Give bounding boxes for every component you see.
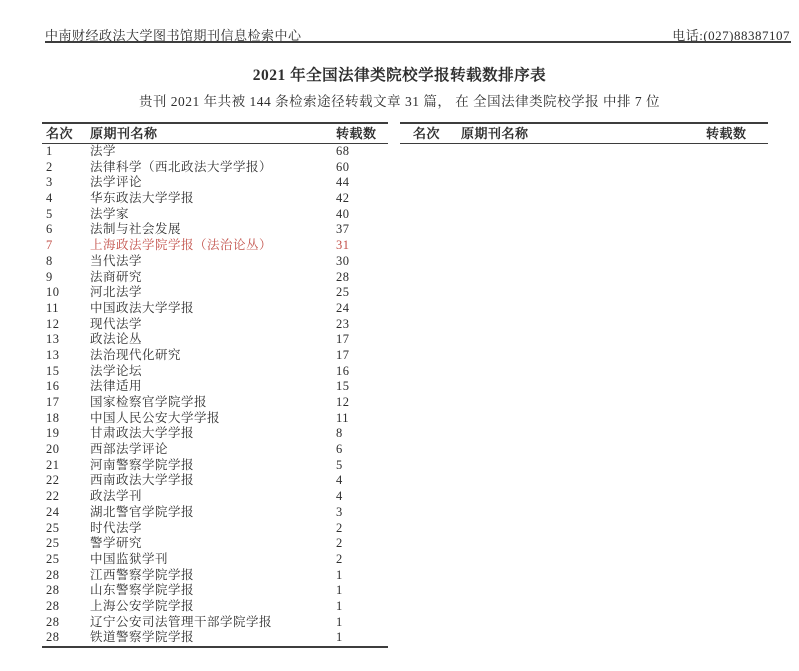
count-cell: 12 — [336, 395, 350, 409]
count-cell: 11 — [336, 410, 350, 425]
count-cell: 23 — [336, 316, 350, 331]
journal-cell: 法治现代化研究 — [90, 347, 182, 362]
rank-cell: 20 — [46, 442, 60, 457]
table-row — [42, 348, 388, 364]
journal-cell: 西南政法大学学报 — [90, 473, 195, 488]
count-cell: 4 — [336, 473, 343, 488]
journal-cell: 法学 — [90, 144, 117, 158]
journal-cell: 法学论坛 — [90, 363, 143, 378]
journal-cell: 湖北警官学院学报 — [90, 504, 195, 519]
table-header-left — [42, 122, 388, 144]
journal-cell: 当代法学 — [90, 253, 143, 268]
journal-cell: 政法论丛 — [90, 332, 143, 347]
count-cell: 4 — [336, 489, 343, 504]
rank-cell: 28 — [46, 630, 60, 645]
count-cell: 30 — [336, 253, 350, 268]
table-row — [42, 568, 388, 584]
rank-cell: 1 — [46, 144, 53, 158]
rank-cell: 21 — [46, 457, 60, 472]
journal-cell: 法学评论 — [90, 175, 143, 190]
table-row — [42, 254, 388, 270]
rank-cell: 25 — [46, 551, 60, 566]
rank-cell: 24 — [46, 504, 60, 519]
count-cell: 2 — [336, 551, 343, 566]
count-cell: 15 — [336, 379, 350, 394]
table-row — [42, 285, 388, 301]
count-cell: 60 — [336, 159, 350, 174]
table-header-right — [400, 122, 768, 144]
count-column-header: 转载数 — [706, 126, 747, 141]
table-row — [42, 615, 388, 631]
count-cell: 31 — [336, 238, 350, 253]
ranking-table-right — [400, 122, 768, 144]
journal-cell: 华东政法大学学报 — [90, 191, 195, 206]
count-column-header: 转载数 — [336, 126, 377, 141]
count-cell: 1 — [336, 630, 343, 645]
count-cell: 3 — [336, 504, 343, 519]
table-row — [42, 473, 388, 489]
rank-cell: 13 — [46, 332, 60, 347]
journal-cell: 山东警察学院学报 — [90, 583, 195, 598]
table-row — [42, 160, 388, 176]
count-cell: 37 — [336, 222, 350, 237]
table-row — [42, 583, 388, 599]
table-row — [42, 442, 388, 458]
table-row — [42, 270, 388, 286]
count-cell: 16 — [336, 363, 350, 378]
table-row — [42, 317, 388, 333]
journal-cell: 法商研究 — [90, 269, 143, 284]
count-cell: 24 — [336, 300, 350, 315]
journal-column-header: 原期刊名称 — [461, 126, 529, 141]
table-row — [42, 411, 388, 427]
table-row — [42, 458, 388, 474]
count-cell: 1 — [336, 598, 343, 613]
rank-cell: 22 — [46, 473, 60, 488]
journal-cell: 法律适用 — [90, 379, 143, 394]
rank-cell: 5 — [46, 206, 53, 221]
table-row — [42, 426, 388, 442]
rank-column-header: 名次 — [46, 126, 74, 141]
rank-cell: 2 — [46, 159, 53, 174]
table-row — [42, 379, 388, 395]
rank-cell: 19 — [46, 426, 60, 441]
rank-cell: 28 — [46, 567, 60, 582]
count-cell: 1 — [336, 614, 343, 629]
rank-cell: 18 — [46, 410, 60, 425]
journal-cell: 法学家 — [90, 206, 130, 221]
header-divider — [45, 41, 791, 43]
journal-column-header: 原期刊名称 — [90, 126, 158, 141]
journal-cell: 政法学刊 — [90, 489, 143, 504]
count-cell: 2 — [336, 536, 343, 551]
journal-cell: 法制与社会发展 — [90, 222, 182, 237]
journal-cell: 河南警察学院学报 — [90, 457, 195, 472]
table-row — [42, 191, 388, 207]
rank-cell: 13 — [46, 347, 60, 362]
journal-cell: 西部法学评论 — [90, 442, 169, 457]
journal-cell: 上海政法学院学报（法治论丛） — [90, 238, 273, 253]
journal-cell: 上海公安学院学报 — [90, 598, 195, 613]
table-row — [42, 364, 388, 380]
table-row — [42, 207, 388, 223]
count-cell: 25 — [336, 285, 350, 300]
rank-cell: 15 — [46, 363, 60, 378]
count-cell: 44 — [336, 175, 350, 190]
rank-cell: 3 — [46, 175, 53, 190]
ranking-table-left — [42, 122, 388, 648]
journal-cell: 铁道警察学院学报 — [90, 630, 195, 645]
table-row — [42, 521, 388, 537]
table-row — [42, 144, 388, 160]
journal-cell: 甘肃政法大学学报 — [90, 426, 195, 441]
table-row — [42, 552, 388, 568]
count-cell: 5 — [336, 457, 343, 472]
count-cell: 40 — [336, 206, 350, 221]
count-cell: 42 — [336, 191, 350, 206]
table-row — [42, 630, 388, 646]
table-row — [42, 599, 388, 615]
journal-cell: 现代法学 — [90, 316, 143, 331]
journal-cell: 法律科学（西北政法大学学报） — [90, 159, 273, 174]
rank-cell: 22 — [46, 489, 60, 504]
summary-line: 贵刊 2021 年共被 144 条检索途径转载文章 31 篇， 在 全国法律类院校学报 中排 7 位 — [138, 94, 661, 109]
count-cell: 17 — [336, 332, 350, 347]
table-row — [42, 505, 388, 521]
count-cell: 8 — [336, 426, 343, 441]
rank-cell: 28 — [46, 598, 60, 613]
rank-cell: 4 — [46, 191, 53, 206]
table-row — [42, 301, 388, 317]
rank-cell: 16 — [46, 379, 60, 394]
rank-cell: 12 — [46, 316, 60, 331]
journal-cell: 河北法学 — [90, 285, 143, 300]
table-row — [42, 536, 388, 552]
count-cell: 1 — [336, 583, 343, 598]
count-cell: 6 — [336, 442, 343, 457]
rank-cell: 10 — [46, 285, 60, 300]
count-cell: 17 — [336, 347, 350, 362]
rank-cell: 6 — [46, 222, 53, 237]
journal-cell: 中国人民公安大学学报 — [90, 410, 221, 425]
journal-cell: 江西警察学院学报 — [90, 567, 195, 582]
rank-cell: 25 — [46, 536, 60, 551]
table-row — [42, 175, 388, 191]
count-cell: 1 — [336, 567, 343, 582]
rank-column-header: 名次 — [413, 126, 441, 141]
count-cell: 2 — [336, 520, 343, 535]
table-row — [42, 332, 388, 348]
rank-cell: 8 — [46, 253, 53, 268]
journal-cell: 辽宁公安司法管理干部学院学报 — [90, 614, 273, 629]
table-row — [42, 395, 388, 411]
journal-cell: 时代法学 — [90, 520, 143, 535]
journal-cell: 中国政法大学学报 — [90, 300, 195, 315]
journal-cell: 警学研究 — [90, 536, 143, 551]
rank-cell: 11 — [46, 300, 60, 315]
rank-cell: 7 — [46, 238, 53, 253]
count-cell: 68 — [336, 144, 350, 158]
org-name: 中南财经政法大学图书馆期刊信息检索中心 — [45, 28, 302, 43]
rank-cell: 17 — [46, 395, 60, 409]
page-title: 2021 年全国法律类院校学报转载数排序表 — [252, 67, 547, 84]
table-row — [42, 222, 388, 238]
table-row — [42, 489, 388, 505]
rank-cell: 28 — [46, 614, 60, 629]
rank-cell: 28 — [46, 583, 60, 598]
journal-cell: 中国监狱学刊 — [90, 551, 169, 566]
rank-cell: 25 — [46, 520, 60, 535]
table-row — [42, 238, 388, 254]
phone-number: 电话:(027)88387107 — [672, 28, 790, 43]
table-body-left — [42, 144, 388, 648]
rank-cell: 9 — [46, 269, 53, 284]
journal-cell: 国家检察官学院学报 — [90, 395, 208, 409]
count-cell: 28 — [336, 269, 350, 284]
